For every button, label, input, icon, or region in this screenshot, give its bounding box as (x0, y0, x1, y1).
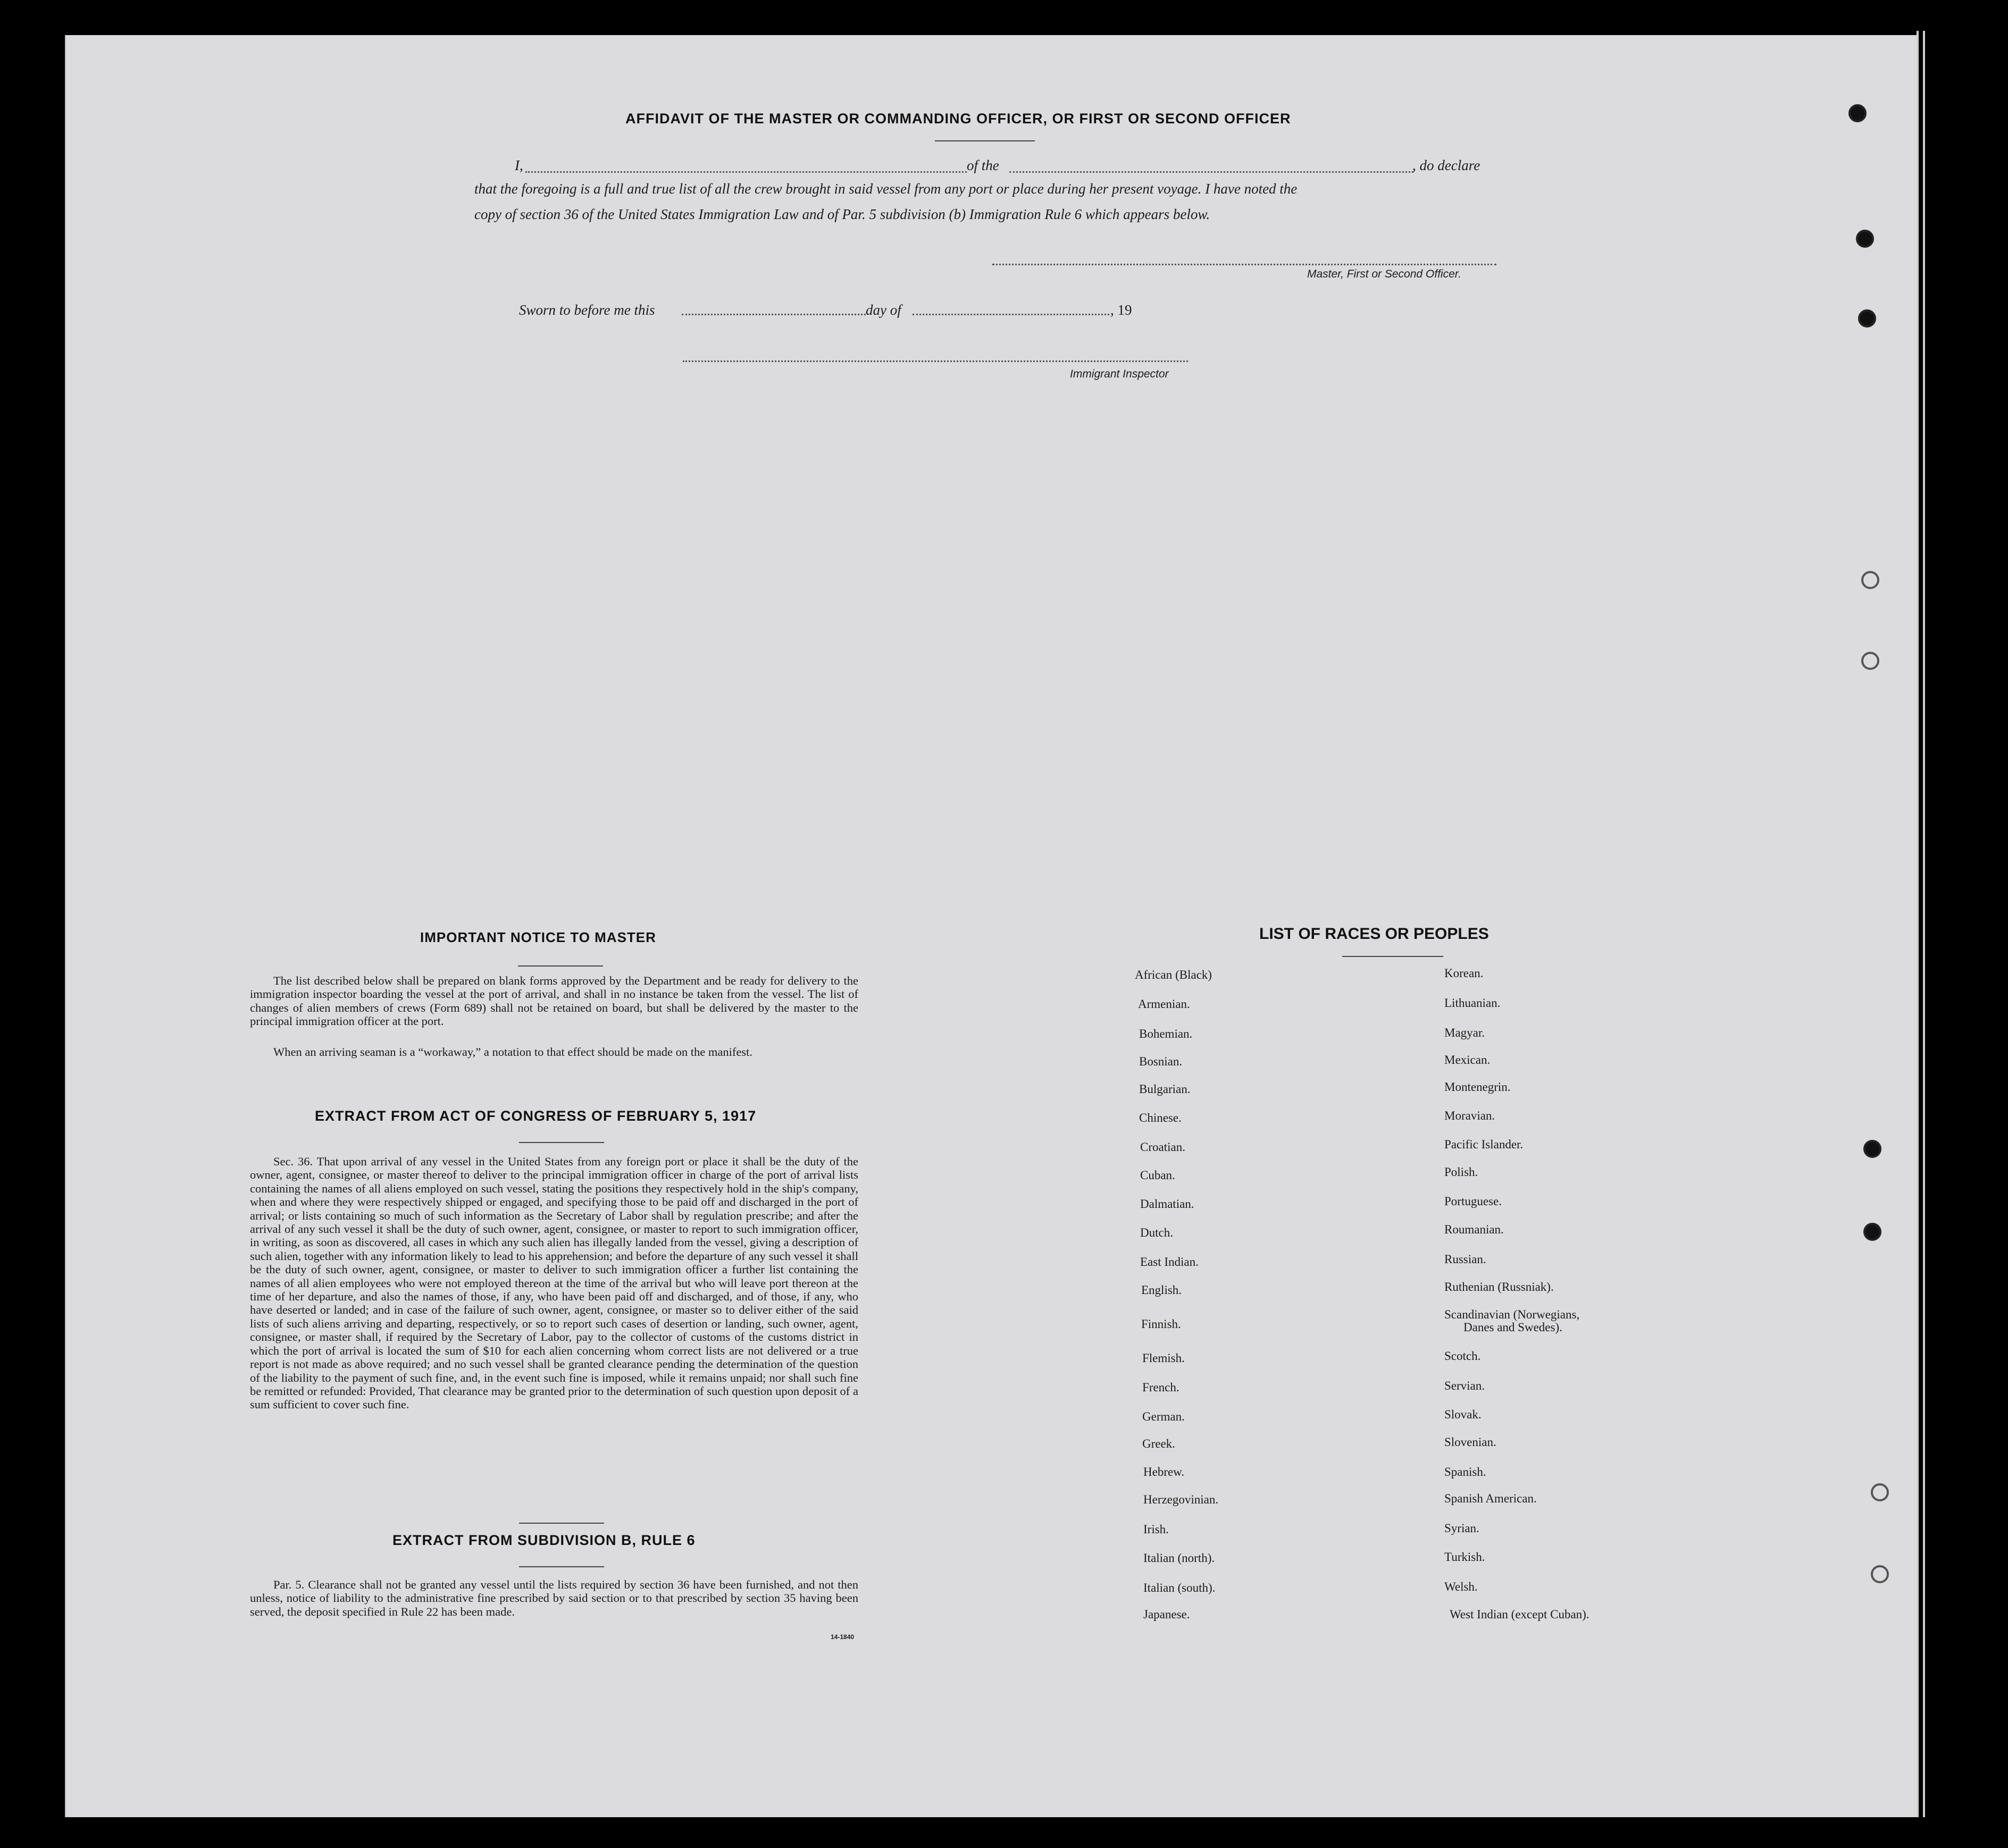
day-of-label: day of (866, 302, 901, 318)
race-item: East Indian. (1140, 1255, 1199, 1269)
master-signature-field[interactable] (992, 264, 1496, 265)
race-item: Spanish American. (1444, 1492, 1537, 1505)
race-item: Finnish. (1141, 1317, 1181, 1331)
page-edge (1923, 31, 1925, 1817)
race-item: Bohemian. (1139, 1027, 1193, 1040)
punch-hole (1861, 571, 1879, 589)
race-item: Ruthenian (Russniak). (1444, 1280, 1554, 1293)
punch-hole (1848, 104, 1867, 122)
master-caption: Master, First or Second Officer. (1307, 268, 1461, 280)
race-item: Slovak. (1444, 1408, 1482, 1421)
race-item: Portuguese. (1444, 1195, 1502, 1208)
i-label: I, (515, 157, 523, 173)
race-item: Korean. (1444, 967, 1484, 980)
affidavit-line: that the foregoing is a full and true list of all the crew brought in said vessel from any port or place during her present voyage. I have noted the (474, 181, 1298, 197)
races-title: LIST OF RACES OR PEOPLES (1259, 925, 1489, 943)
race-item: Chinese. (1139, 1111, 1182, 1124)
of-the-label: of the (967, 157, 999, 173)
race-item: Flemish. (1142, 1351, 1185, 1365)
form-number: 14-1840 (831, 1633, 855, 1641)
affidavit-line: copy of section 36 of the United States Immigration Law and of Par. 5 subdivision (b) Immigration Rule 6 which appears below. (474, 206, 1210, 222)
race-item: German. (1142, 1410, 1185, 1423)
race-item: Herzegovinian. (1143, 1493, 1219, 1506)
race-item: Greek. (1142, 1437, 1175, 1450)
inspector-signature-field[interactable] (683, 360, 1188, 362)
race-item: Croatian. (1140, 1140, 1185, 1154)
race-item: Danes and Swedes). (1463, 1321, 1562, 1334)
sworn-label: Sworn to before me this (519, 302, 655, 318)
act-extract-title: EXTRACT FROM ACT OF CONGRESS OF FEBRUARY 5, 1917 (315, 1108, 757, 1124)
inspector-caption: Immigrant Inspector (1070, 368, 1169, 380)
act-extract-text: Sec. 36. That upon arrival of any vessel in the United States from any foreign port or place it shall be the duty of the owner, agent, consignee, or master thereof to deliver to the principal immigration officer in charge of the port of arrival lists containing the names of all aliens employed on such vessel, stating the positions they respectively hold in the ship's company, when and where they were respectively shipped or engaged, and specifying those to be paid off and discharged in the port of arrival; or lists containing so much of such information as the Secretary of Labor shall by regulation prescribe; and after the arrival of any such vessel it shall be the duty of such owner, agent, consignee, or master to report to such immigration officer, in writing, as soon as discovered, all cases in which any such alien has illegally landed from the vessel, giving a description of such alien, together with any information likely to lead to his apprehension; and before the departure of any such vessel it shall be the duty of such owner, agent, consignee, or master to deliver to such immigration officer a further list containing the names of all alien employees who were not employed thereon at the time of the arrival but who will leave port thereon at the time of her departure, and also the names of those, if any, who have been paid off and discharged, and of those, if any, who have deserted or landed; and in case of the failure of such owner, agent, consignee, or master so to deliver either of the said lists of such aliens arriving and departing, respectively, or so to report such cases of desertion or landing, such owner, agent, consignee, or master shall, if required by the Secretary of Labor, pay to the collector of customs of the customs district in which the port of arrival is located the sum of $10 for each alien concerning whom correct lists are not delivered or a true report is not made as above required; and no such vessel shall be granted clearance pending the determination of the question of the liability to the payment of such fine, and, in the event such fine is imposed, while it remains unpaid; nor shall such fine be remitted or refunded: Provided, That clearance may be granted prior to the determination of such question upon deposit of a sum sufficient to cover such fine. (250, 1155, 858, 1412)
race-item: Moravian. (1444, 1109, 1495, 1122)
page-edge (1917, 31, 1919, 1817)
punch-hole (1856, 230, 1874, 248)
race-item: Polish. (1444, 1165, 1478, 1179)
race-item: Slovenian. (1444, 1435, 1496, 1449)
race-item: Dutch. (1140, 1226, 1173, 1239)
divider (935, 140, 1035, 141)
punch-hole (1863, 1140, 1881, 1158)
race-item: Roumanian. (1444, 1223, 1504, 1236)
race-item: Montenegrin. (1444, 1080, 1511, 1094)
race-item: Dalmatian. (1140, 1197, 1194, 1211)
divider (1342, 956, 1443, 957)
race-item: Spanish. (1444, 1465, 1486, 1479)
race-item: Russian. (1444, 1253, 1486, 1266)
divider (519, 1142, 604, 1143)
race-item: Irish. (1143, 1523, 1169, 1536)
race-item: Mexican. (1444, 1053, 1491, 1066)
race-item: Lithuanian. (1444, 996, 1501, 1010)
race-item: Bulgarian. (1139, 1082, 1191, 1096)
race-item: Magyar. (1444, 1026, 1485, 1039)
race-item: Welsh. (1444, 1580, 1478, 1593)
race-item: Turkish. (1444, 1550, 1485, 1564)
notice-title: IMPORTANT NOTICE TO MASTER (420, 929, 656, 945)
race-item: French. (1142, 1381, 1179, 1394)
race-item: Bosnian. (1139, 1055, 1183, 1068)
rule-extract-text: Par. 5. Clearance shall not be granted any vessel until the lists required by section 36 have been furnished, and not then unless, notice of liability to the administrative fine prescribed by said section or to that prescribed by section 35 having been served, the deposit specified in Rule 22 has been made. (250, 1578, 858, 1618)
punch-hole (1871, 1565, 1889, 1583)
name-field[interactable] (525, 171, 967, 173)
race-item: Italian (south). (1143, 1581, 1216, 1594)
form-page (65, 35, 1917, 1817)
punch-hole (1871, 1483, 1889, 1501)
divider (519, 1523, 604, 1524)
affidavit-title: AFFIDAVIT OF THE MASTER OR COMMANDING OFFICER, OR FIRST OR SECOND OFFICER (625, 111, 1291, 127)
notice-paragraph: When an arriving seaman is a “workaway,” a notation to that effect should be made on the manifest. (273, 1045, 752, 1059)
punch-hole (1863, 1223, 1881, 1241)
vessel-field[interactable] (1009, 171, 1413, 173)
race-item: Scotch. (1444, 1349, 1481, 1363)
notice-paragraph: The list described below shall be prepared on blank forms approved by the Department and be ready for delivery to the immigration inspector boarding the vessel at the port of arrival, and shall in no instance be taken from the vessel. The list of changes of alien members of crews (Form 689) shall not be retained on board, but shall be delivered by the master to the principal immigration officer at the port. (250, 974, 858, 1028)
year-label: , 19 (1110, 302, 1132, 318)
race-item: Japanese. (1143, 1608, 1190, 1621)
sworn-month-field[interactable] (913, 314, 1109, 315)
divider (519, 1566, 604, 1567)
race-item: Servian. (1444, 1379, 1485, 1392)
divider (518, 965, 603, 967)
race-item: Hebrew. (1143, 1465, 1185, 1479)
race-item: Armenian. (1138, 997, 1190, 1011)
do-declare-label: , do declare (1412, 157, 1480, 173)
rule-extract-title: EXTRACT FROM SUBDIVISION B, RULE 6 (392, 1532, 696, 1548)
race-item: Syrian. (1444, 1522, 1479, 1535)
punch-hole (1861, 652, 1879, 670)
race-item: Italian (north). (1143, 1551, 1215, 1565)
punch-hole (1858, 309, 1876, 327)
race-item: West Indian (except Cuban). (1450, 1608, 1589, 1621)
race-item: Pacific Islander. (1444, 1138, 1524, 1151)
sworn-day-field[interactable] (682, 314, 866, 315)
race-item: Cuban. (1140, 1169, 1175, 1182)
race-item: Scandinavian (Norwegians, (1444, 1308, 1580, 1321)
race-item: English. (1141, 1283, 1182, 1297)
race-item: African (Black) (1135, 968, 1212, 981)
